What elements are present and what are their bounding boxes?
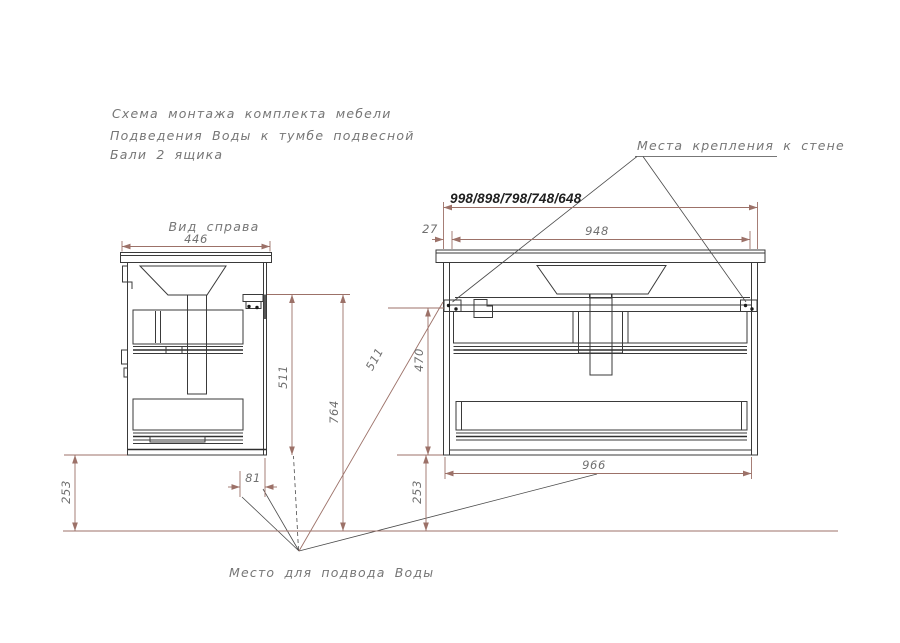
front-hanger-bracket [474, 300, 493, 318]
side-sink-bowl [140, 266, 226, 295]
water-pointer-3 [299, 474, 597, 551]
dim-948-value: 948 [585, 224, 609, 238]
side-wall-bracket [243, 295, 263, 302]
side-front-notch-bottom [122, 350, 128, 377]
water-supply-label: Место для подвода Воды [229, 565, 435, 580]
side-view-label: Вид справа [168, 219, 260, 234]
front-bracket-right-screw-2 [750, 307, 753, 310]
front-wall-bracket-right [741, 300, 758, 312]
dim-446-value: 446 [184, 232, 208, 246]
dim-81-value: 81 [245, 471, 261, 485]
front-drain-pipe [590, 294, 612, 375]
front-drawer-1-center-tab [579, 343, 623, 353]
wall-mount-label: Места крепления к стене [637, 138, 845, 153]
front-drawer-2 [456, 402, 747, 431]
side-bracket-screw-1 [247, 305, 250, 308]
dim-998-value: 998/898/798/748/648 [450, 191, 582, 206]
title-line-1: Схема монтажа комплекта мебели [112, 106, 392, 121]
dimension-layer [59, 191, 838, 551]
dim-27-value: 27 [422, 222, 438, 236]
front-body [444, 263, 758, 456]
front-bracket-left-screw-1 [447, 304, 450, 307]
dim-511-side-value: 511 [276, 365, 290, 389]
side-drawer-2 [133, 399, 243, 430]
dim-253-right-value: 253 [410, 480, 424, 504]
front-bracket-right-screw-1 [744, 304, 747, 307]
title-block [110, 106, 415, 162]
dim-511-front-value: 511 [362, 345, 387, 373]
dim-253-left-value: 253 [59, 480, 73, 504]
wall-mount-pointer-left [453, 157, 638, 303]
water-pointer-dashed [294, 456, 299, 550]
dim-470-value: 470 [412, 348, 426, 372]
side-countertop [121, 253, 272, 263]
side-body [128, 263, 267, 456]
front-drawer-1 [454, 312, 748, 344]
side-view [121, 219, 272, 455]
title-line-3: Бали 2 ящика [110, 147, 224, 162]
front-sink-bowl [537, 266, 666, 295]
title-line-2: Подведения Воды к тумбе подвесной [110, 128, 415, 143]
dim-966-value: 966 [582, 458, 606, 472]
front-view [436, 250, 765, 455]
water-pointer-1 [242, 497, 299, 551]
side-drawer-2-glide [150, 437, 205, 443]
dim-764-value: 764 [327, 400, 341, 424]
front-countertop [436, 250, 765, 263]
front-bracket-left-screw-2 [454, 307, 457, 310]
wall-mount-pointer-right [643, 157, 746, 303]
dim-511-front [299, 302, 443, 551]
water-pointer-2 [263, 489, 299, 551]
side-bracket-screw-2 [255, 306, 258, 309]
